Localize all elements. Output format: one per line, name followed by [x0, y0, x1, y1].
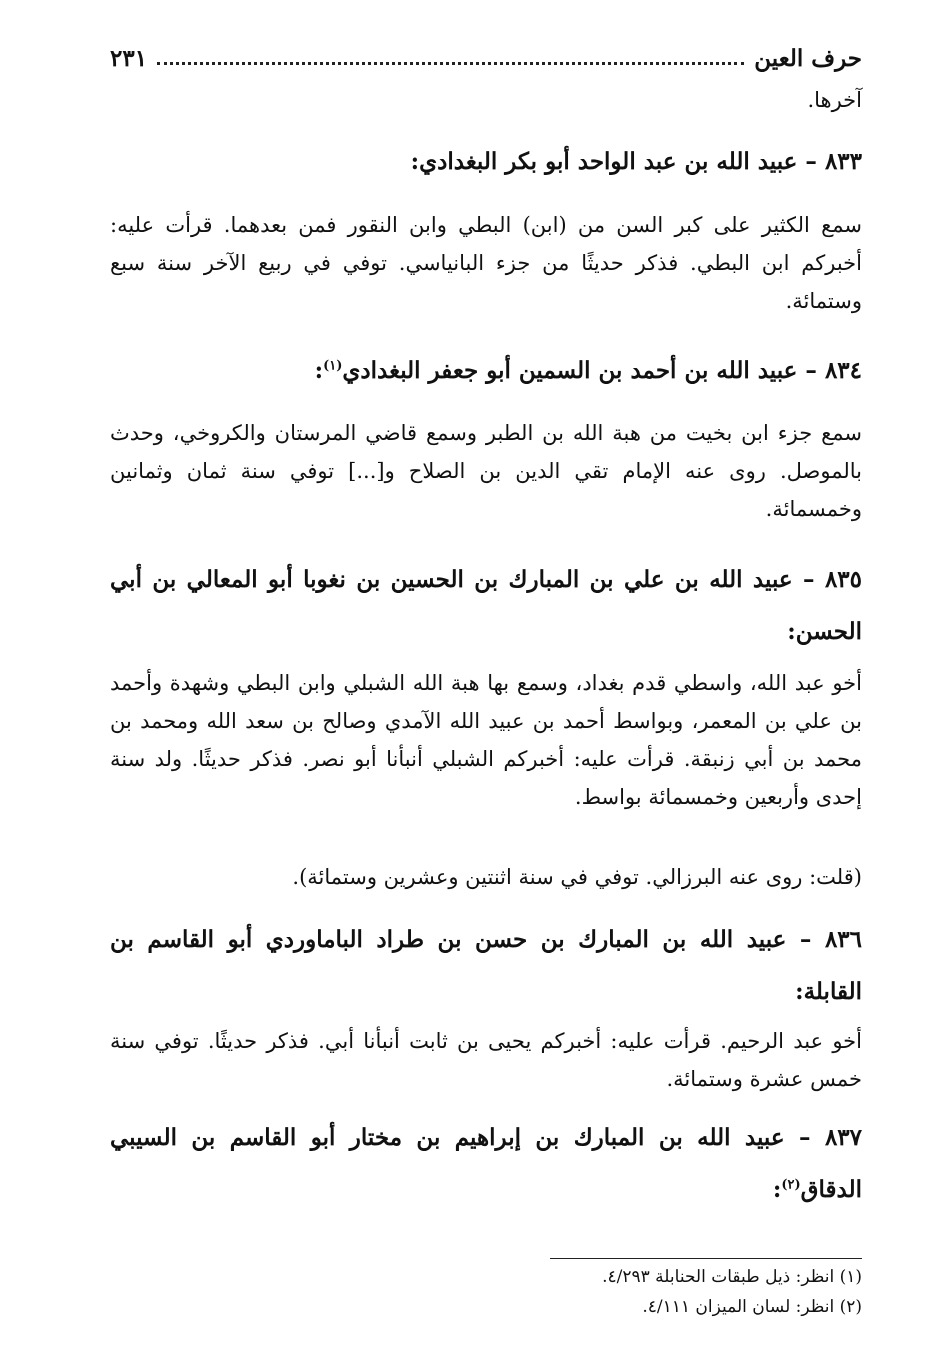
- chapter-title: حرف العين: [754, 45, 862, 72]
- footnote: (١) انظر: ذيل طبقات الحنابلة ٤/٢٩٣.: [602, 1267, 862, 1287]
- page-number: ٢٣١: [110, 45, 148, 72]
- entry-number: ٨٣٧: [824, 1124, 862, 1151]
- running-header: [110, 32, 862, 72]
- entry-title: عبيد الله بن المبارك بن إبراهيم بن مختار أبو القاسم بن السيبي الدقاق: [110, 1124, 862, 1203]
- entry-body: سمع الكثير على كبر السن من (ابن) البطي وابن النقور فمن بعدهما. قرأت عليه: أخبركم ابن البطي. فذكر حديثًا من جزء البانياسي. توفي في ربيع الآخر سنة سبع وستمائة.: [110, 213, 862, 313]
- entry-body: أخو عبد الله، واسطي قدم بغداد، وسمع بها هبة الله الشبلي وابن البطي وشهدة وأحمد بن علي بن المعمر، وبواسط أحمد بن عبيد الله الآمدي وصالح بن سعد الله ومحمد بن محمد بن أبي زنبقة. قرأت عليه: أخبركم الشبلي أنبأنا أبو نصر. فذكر حديثًا. ولد سنة إحدى وأربعين وخمسمائة بواسط.: [110, 671, 862, 809]
- carryover-text: آخرها.: [807, 88, 862, 112]
- entry-dash: –: [799, 926, 812, 953]
- entry-dash: –: [803, 566, 815, 593]
- entry-heading: [110, 136, 862, 188]
- entry-title: عبيد الله بن عبد الواحد أبو بكر البغدادي:: [410, 148, 798, 175]
- entry-body: أخو عبد الرحيم. قرأت عليه: أخبركم يحيى بن ثابت أنبأنا أبي. فذكر حديثًا. توفي سنة خمس عشرة وستمائة.: [110, 1029, 862, 1091]
- entry-number: ٨٣٥: [824, 566, 862, 593]
- footnote: (٢) انظر: لسان الميزان ٤/١١١.: [642, 1297, 862, 1317]
- entry-heading: [110, 914, 862, 1018]
- entry-title-colon: :: [772, 1176, 782, 1203]
- entry-title: عبيد الله بن علي بن المبارك بن الحسين بن نغوبا أبو المعالي بن أبي الحسن:: [110, 566, 862, 645]
- entry-title: عبيد الله بن أحمد بن السمين أبو جعفر البغدادي: [342, 357, 798, 384]
- entry-dash: –: [805, 357, 817, 384]
- entry-body: سمع جزء ابن بخيت من هبة الله بن الطبر وسمع قاضي المرستان والكروخي، وحدث بالموصل. روى عنه الإمام تقي الدين بن الصلاح و[...] توفي سنة ثمان وثمانين وخمسمائة.: [110, 421, 862, 521]
- entry-addendum: (قلت: روى عنه البرزالي. توفي في سنة اثنتين وعشرين وستمائة).: [292, 865, 862, 889]
- entry-heading: [110, 1112, 862, 1216]
- entry-number: ٨٣٦: [824, 926, 863, 953]
- entry-dash: –: [805, 148, 817, 175]
- footnote-divider: [550, 1258, 862, 1259]
- footnote-ref: (٢): [781, 1177, 801, 1193]
- entry-number: ٨٣٣: [824, 148, 862, 175]
- entry-dash: –: [799, 1124, 811, 1151]
- entry-heading: [110, 554, 862, 658]
- entry-heading: [110, 345, 862, 397]
- entry-number: ٨٣٤: [824, 357, 862, 384]
- entry-title: عبيد الله بن المبارك بن حسن بن طراد الباماوردي أبو القاسم بن القابلة:: [110, 926, 862, 1005]
- leader-dots: [157, 62, 744, 65]
- entry-title-colon: :: [314, 357, 324, 384]
- footnote-ref: (١): [323, 358, 343, 374]
